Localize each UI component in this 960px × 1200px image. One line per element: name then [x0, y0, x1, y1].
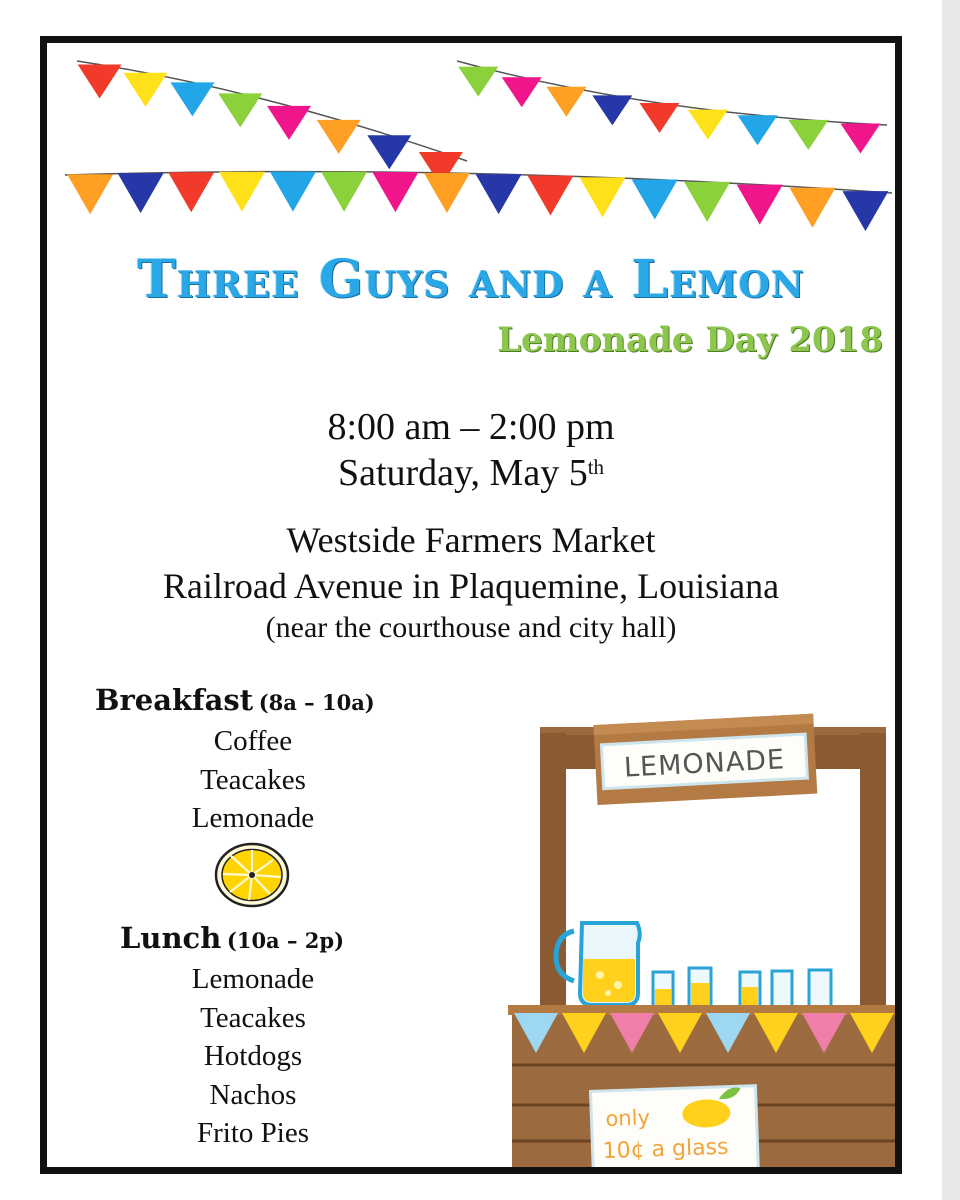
pitcher-icon — [556, 923, 640, 1005]
menu-item: Frito Pies — [197, 1117, 309, 1149]
menu-item: Teacakes — [200, 1001, 306, 1034]
pennant — [592, 95, 632, 125]
pennant — [632, 179, 678, 219]
lunch-menu — [125, 960, 381, 1153]
pennant — [546, 87, 586, 117]
menu-item: Nachos — [209, 1078, 297, 1111]
pennant — [580, 177, 626, 217]
pennant — [502, 77, 542, 107]
pennant — [458, 67, 498, 97]
pennant — [842, 191, 888, 231]
bunting-flags — [67, 65, 888, 232]
event-time: 8:00 am – 2:00 pm — [327, 406, 615, 448]
menu-item: Lemonade — [191, 963, 315, 995]
pennant — [790, 188, 836, 228]
breakfast-hours: (8a – 10a) — [258, 690, 375, 715]
pennant — [640, 103, 680, 133]
pennant — [321, 172, 367, 212]
pennant — [737, 185, 783, 225]
pennant — [67, 174, 113, 214]
pennant — [476, 174, 522, 214]
event-location-note: (near the courthouse and city hall) — [265, 611, 677, 644]
pennant — [367, 135, 411, 169]
pennant — [424, 173, 470, 213]
pennant — [840, 124, 880, 154]
pennant — [219, 172, 265, 212]
stand-sign-text: LEMONADE — [623, 744, 786, 784]
lunch-title: Lunch — [120, 921, 222, 955]
pennant — [372, 172, 418, 212]
lunch-hours: (10a – 2p) — [226, 928, 345, 953]
event-date-text: Saturday, May 5 — [337, 452, 588, 494]
pennant — [317, 120, 361, 154]
pennant — [78, 65, 122, 99]
event-title: Three Guys and a Lemon — [137, 249, 805, 310]
pennant — [170, 82, 214, 116]
pennant — [118, 173, 164, 213]
event-venue: Westside Farmers Market — [286, 520, 656, 560]
flyer — [40, 36, 902, 1174]
page-edge — [942, 0, 960, 1200]
lemon-slice-icon — [213, 841, 291, 909]
breakfast-menu — [125, 722, 381, 838]
bunting-decoration — [47, 43, 902, 283]
pennant — [684, 182, 730, 222]
event-subtitle: Lemonade Day 2018 — [497, 320, 883, 360]
menu-item: Coffee — [213, 725, 293, 757]
menu-item: Teacakes — [200, 763, 306, 796]
breakfast-title: Breakfast — [95, 683, 254, 717]
event-date-suffix: th — [587, 455, 605, 479]
price-line-1: only — [605, 1105, 651, 1131]
pennant — [527, 176, 573, 216]
pennant — [124, 73, 168, 107]
pennant — [688, 110, 728, 140]
lunch-heading — [120, 921, 344, 955]
menu-item: Hotdogs — [203, 1040, 303, 1072]
pennant — [788, 120, 828, 150]
event-date — [47, 451, 895, 495]
event-address: Railroad Avenue in Plaquemine, Louisiana — [162, 566, 780, 606]
lemonade-stand-illustration — [502, 693, 902, 1174]
pennant — [738, 115, 778, 145]
menu-item: Lemonade — [191, 802, 315, 834]
pennant — [270, 172, 316, 212]
price-line-2: 10¢ a glass — [602, 1134, 729, 1165]
pennant — [267, 106, 311, 140]
pennant — [218, 93, 262, 127]
breakfast-heading — [95, 683, 375, 717]
pennant — [168, 172, 214, 212]
